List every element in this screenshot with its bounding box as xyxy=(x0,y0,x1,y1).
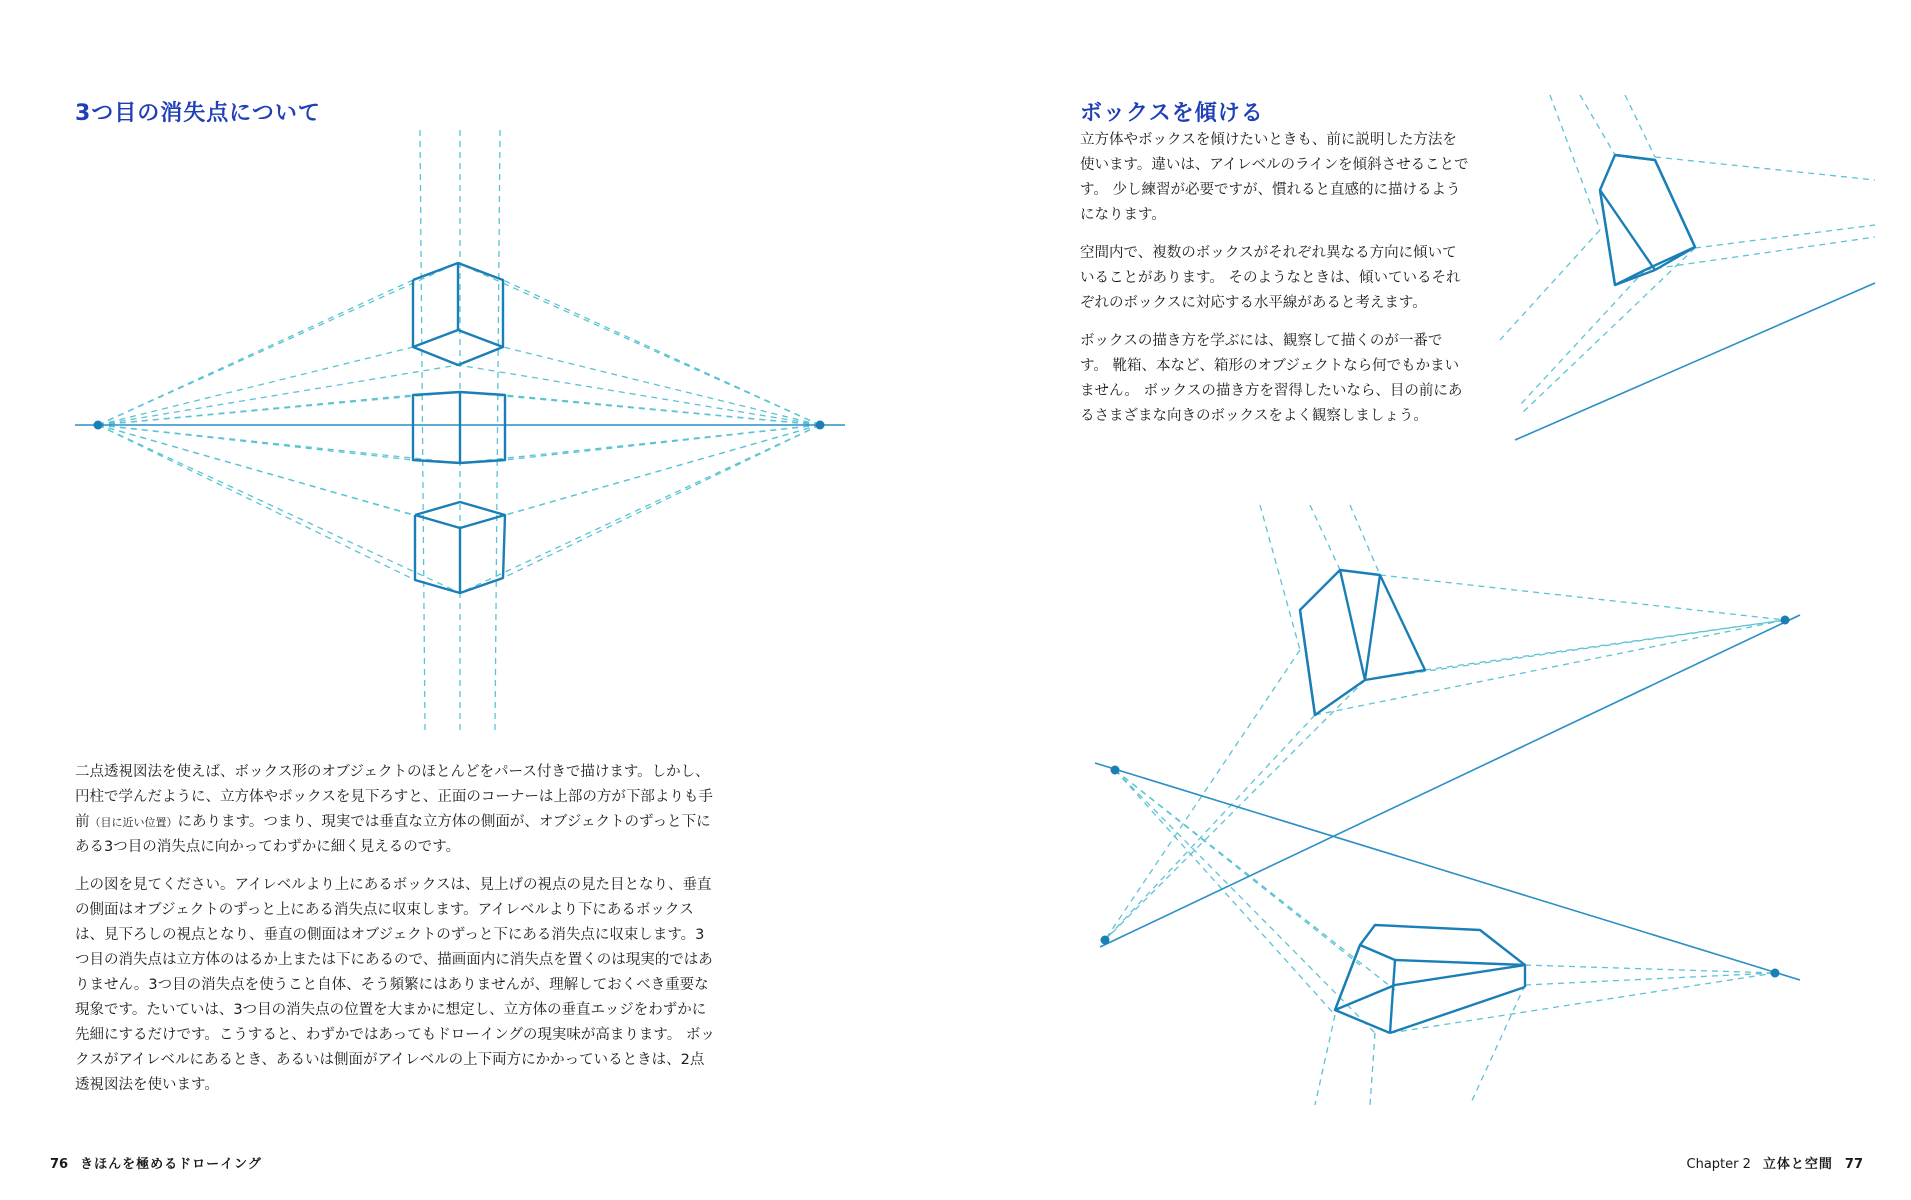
right-paragraph-3: ボックスの描き方を学ぶには、観察して描くのが一番です。 靴箱、本など、箱形のオブジェクトなら何でもかまいません。 ボックスの描き方を習得したいなら、目の前にあるさまざまな向きのボックスをよく観察しましょう。 xyxy=(1080,333,1463,424)
left-paragraph-2: 上の図を見てください。アイレベルより上にあるボックスは、見上げの視点の見た目となり、垂直の側面はオブジェクトのずっと上にある消失点に収束します。アイレベルより下にあるボックスは、見下ろしの視点となり、垂直の側面はオブジェクトのずっと下にある消失点に収束します。3つ目の消失点は立方体のはるか上または下にあるので、描画面内に消失点を置くのは現実的ではありません。3つ目の消失点を使うこと自体、そう頻繁にはありませんが、理解しておくべき重要な現象です。たいていは、3つ目の消失点の位置を大まかに想定し、立方体の垂直エッジをわずかに先細にするだけです。こうすると、わずかではあってもドローイングの現実味が高まります。 ボックスがアイレベルにあるとき、あるいは側面がアイレベルの上下両方にかかっているときは、2点透視図法を使います。 xyxy=(75,877,715,1093)
left-paragraph-1: 二点透視図法を使えば、ボックス形のオブジェクトのほとんどをパース付きで描けます。しかし、円柱で学んだように、立方体やボックスを見下ろすと、正面のコーナーは上部の方が下部よりも手前（目に近い位置）にあります。つまり、現実では垂直な立方体の側面が、オブジェクトのずっと下にある3つ目の消失点に向かってわずかに細く見えるのです。 xyxy=(75,764,713,855)
tilted-box-lower xyxy=(1335,925,1525,1033)
right-vanishing-point xyxy=(816,421,825,430)
three-point-perspective-figure xyxy=(70,130,860,730)
left-vanishing-point xyxy=(94,421,103,430)
right-running-head: 立体と空間 xyxy=(1762,1157,1833,1172)
left-page-footer xyxy=(50,1153,262,1172)
right-paragraph-1: 立方体やボックスを傾けたいときも、前に説明した方法を使います。違いは、アイレベルのラインを傾斜させることです。 少し練習が必要ですが、慣れると直感的に描けるようになります。 xyxy=(1080,132,1469,223)
tilted-eye-level-rising xyxy=(1100,615,1800,947)
tilted-box-figure-bottom xyxy=(1075,505,1875,1105)
right-page-footer xyxy=(1687,1153,1864,1172)
left-page-body xyxy=(75,760,715,1111)
left-page-heading: 3つ目の消失点について xyxy=(75,101,321,126)
box-at-eye-level xyxy=(413,392,505,463)
vanishing-point-left-upper xyxy=(1111,766,1120,775)
right-page-heading: ボックスを傾ける xyxy=(1080,101,1264,126)
vanishing-point-upper-right xyxy=(1781,616,1790,625)
tilted-eye-level-top xyxy=(1515,283,1875,440)
tilted-box-top-guides xyxy=(1500,95,1875,415)
left-paragraph-1-note: （目に近い位置） xyxy=(89,816,178,829)
left-running-head: きほんを極めるドローイング xyxy=(80,1157,262,1172)
vanishing-point-left-lower xyxy=(1101,936,1110,945)
right-page-body xyxy=(1080,128,1470,442)
left-page-number: 76 xyxy=(50,1157,69,1172)
tilted-box-upper xyxy=(1300,570,1425,715)
left-page xyxy=(0,0,955,1200)
chapter-label: Chapter 2 xyxy=(1686,1157,1751,1172)
tilted-eye-level-falling xyxy=(1095,763,1800,980)
tilted-box-figure-top xyxy=(1470,95,1875,455)
right-page-number: 77 xyxy=(1844,1157,1863,1172)
vanishing-point-lower-right xyxy=(1771,969,1780,978)
right-page xyxy=(955,0,1911,1200)
box-above-eye-level xyxy=(413,263,503,365)
right-paragraph-2: 空間内で、複数のボックスがそれぞれ異なる方向に傾いていることがあります。 そのようなときは、傾いているそれぞれのボックスに対応する水平線があると考えます。 xyxy=(1080,245,1461,311)
